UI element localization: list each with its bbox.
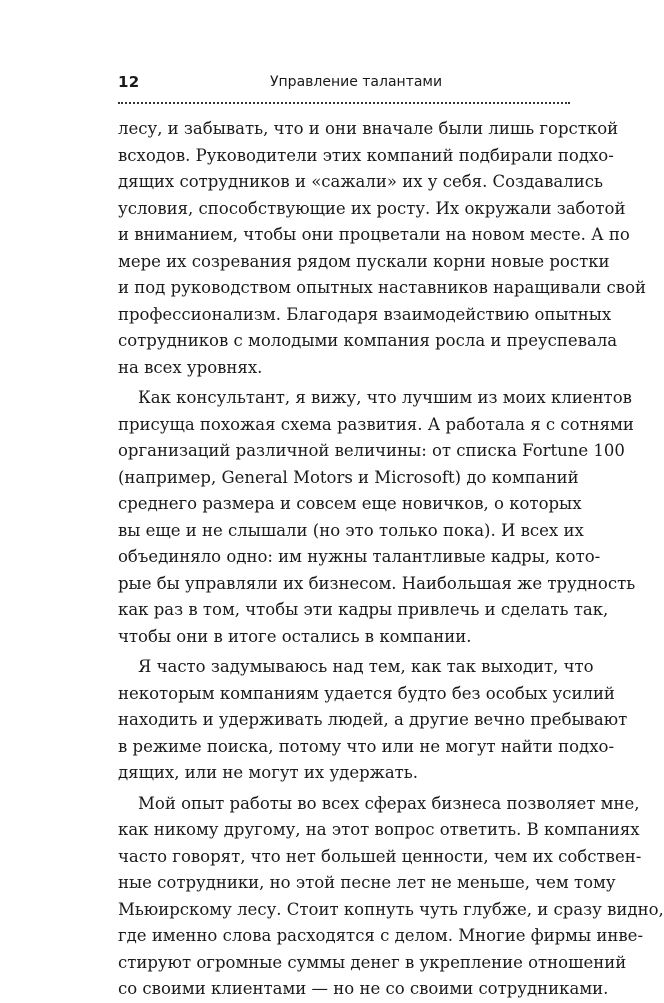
text-line: дящих, или не могут их удержать. [118, 763, 419, 782]
text-line: объединяло одно: им нужны талантливые кадры, кото- [118, 547, 601, 566]
text-line: присуща похожая схема развития. А работала я с сотнями [118, 414, 634, 434]
text-line: среднего размера и совсем еще новичков, о которых [118, 494, 582, 513]
text-line: (например, General Motors и Microsoft) до компаний [118, 467, 579, 487]
page-number: 12 [118, 73, 140, 91]
running-title: Управление талантами [270, 74, 443, 90]
text-line: организаций различной величины: от списка Fortune 100 [118, 441, 625, 460]
text-line: как раз в том, чтобы эти кадры привлечь и сделать так, [118, 600, 609, 619]
paragraph-4 [118, 791, 664, 1003]
text-line: профессионализм. Благодаря взаимодействию опытных [118, 304, 612, 324]
text-line: в режиме поиска, потому что или не могут найти подхо- [118, 736, 615, 756]
text-line: Я часто задумываюсь над тем, как так выходит, что [138, 657, 594, 676]
header-dotted-rule [118, 102, 570, 104]
text-line: как никому другому, на этот вопрос ответить. В компаниях [118, 820, 640, 839]
paragraph-2 [118, 385, 636, 650]
text-line: некоторым компаниям удается будто без особых усилий [118, 683, 615, 703]
body-text [118, 116, 664, 1003]
text-line: чтобы они в итоге остались в компании. [118, 626, 472, 646]
text-line: вы еще и не слышали (но это только пока). И всех их [118, 520, 584, 540]
text-line: сотрудников с молодыми компания росла и преуспевала [118, 331, 618, 350]
text-line: дящих сотрудников и «сажали» их у себя. Создавались [118, 172, 603, 191]
text-line: мере их созревания рядом пускали корни новые ростки [118, 251, 610, 271]
text-line: условия, способствующие их росту. Их окружали заботой [118, 198, 626, 218]
paragraph-1 [118, 116, 647, 381]
text-line: и вниманием, чтобы они процветали на новом месте. А по [118, 225, 630, 244]
text-line: где именно слова расходятся с делом. Многие фирмы инве- [118, 926, 644, 945]
text-line: находить и удерживать людей, а другие вечно пребывают [118, 710, 628, 729]
page-header [118, 71, 570, 97]
text-line: стируют огромные суммы денег в укрепление отношений [118, 952, 627, 972]
paragraph-3 [118, 654, 628, 787]
text-line: рые бы управляли их бизнесом. Наибольшая же трудность [118, 573, 636, 593]
text-line: Как консультант, я вижу, что лучшим из моих клиентов [138, 388, 632, 407]
text-line: со своими клиентами — но не со своими сотрудниками. [118, 979, 609, 998]
text-line: на всех уровнях. [118, 357, 263, 377]
text-line: часто говорят, что нет большей ценности, чем их собствен- [118, 846, 642, 866]
text-line: лесу, и забывать, что и они вначале были лишь горсткой [118, 119, 619, 138]
text-line: и под руководством опытных наставников наращивали свой [118, 278, 647, 297]
text-line: всходов. Руководители этих компаний подбирали подхо- [118, 145, 614, 165]
text-line: Мьюирскому лесу. Стоит копнуть чуть глубже, и сразу видно, [118, 899, 664, 919]
text-line: Мой опыт работы во всех сферах бизнеса позволяет мне, [138, 793, 640, 813]
text-line: ные сотрудники, но этой песне лет не меньше, чем тому [118, 873, 616, 892]
